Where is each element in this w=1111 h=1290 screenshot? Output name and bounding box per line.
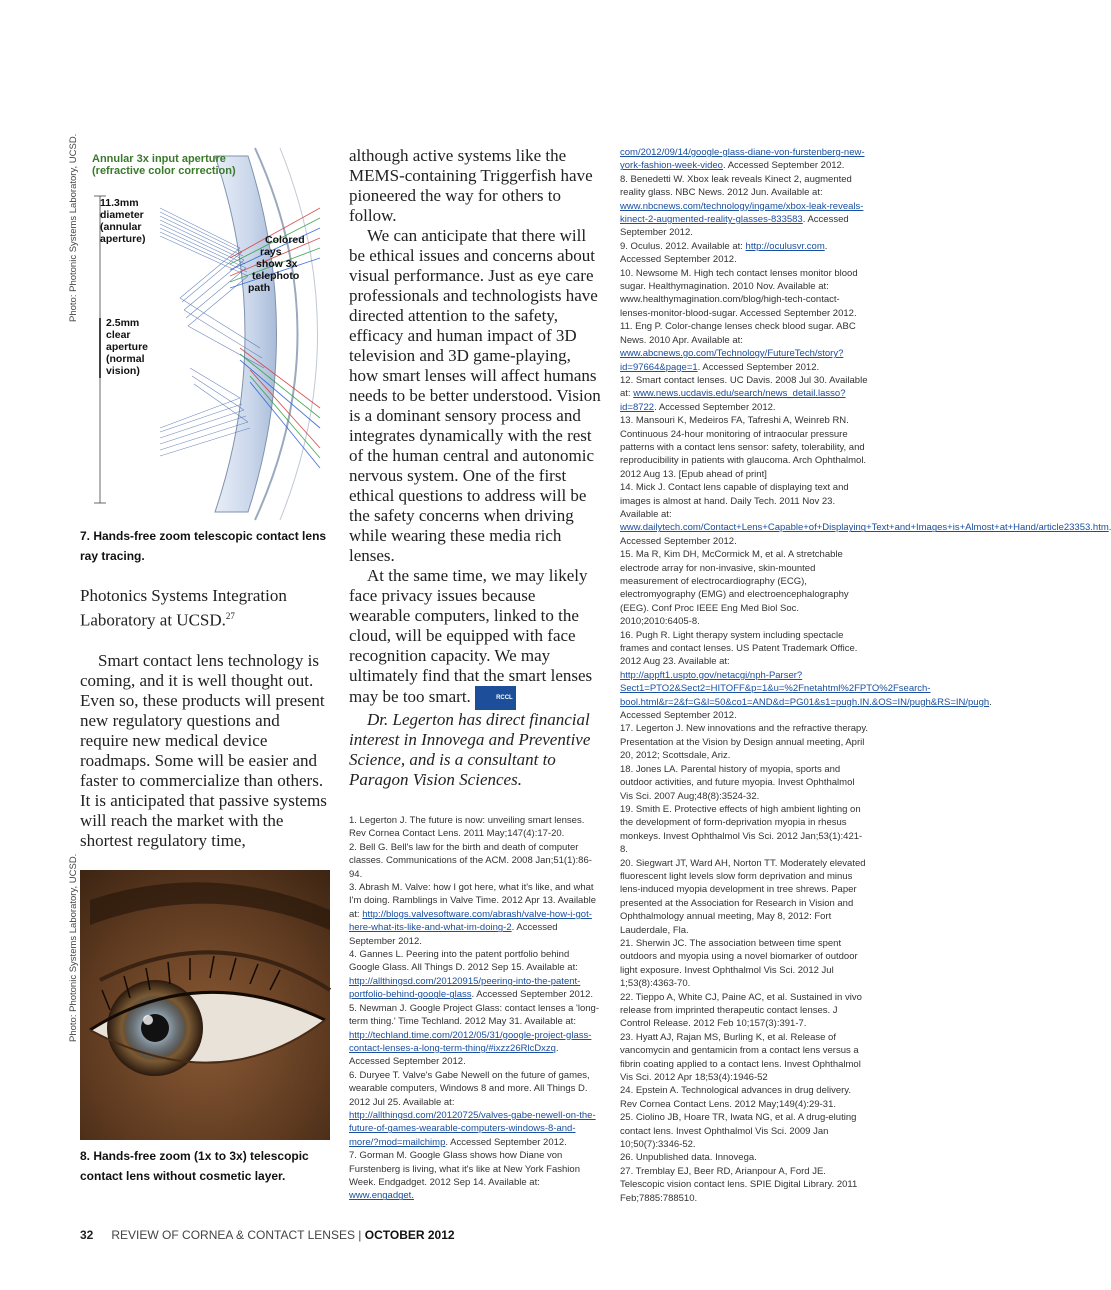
- column1-paragraph1: Photonics Systems Integration Laboratory at UCSD.$^{27}$: [80, 586, 287, 630]
- figure7-caption: 7. Hands-free zoom telescopic contact lens ray tracing.: [80, 529, 327, 563]
- figure7-ray-tracing-diagram: [80, 148, 330, 520]
- figure7-rays-label-2: rays: [260, 246, 282, 258]
- reference-item: 9. Oculus. 2012. Available at: http://oculusvr.com. Accessed September 2012.: [620, 240, 828, 266]
- figure7-clear-label-1: 2.5mm: [106, 317, 140, 329]
- references-column2: [349, 814, 601, 1203]
- figure7-title-line1: Annular 3x input aperture: [92, 153, 226, 165]
- column2-paragraph1: although active systems like the MEMS-containing Triggerfish have pioneered the way for others to follow.: [349, 146, 593, 225]
- publication-name: REVIEW OF CORNEA & CONTACT LENSES |: [111, 1228, 365, 1242]
- reference-link[interactable]: http://appft1.uspto.gov/netacgi/nph-Parser?Sect1=PTO2&Sect2=HITOFF&p=1&u=%2Fnetahtml%2FPTO%2Fsearch-bool.html&r=2&f=G&l=50&co1=AND&d=PG01&s1=pugh.IN.&OS=IN/pugh&RS=IN/pugh: [620, 669, 990, 708]
- reference-item: 18. Jones LA. Parental history of myopia, sports and outdoor activities, and future myopia. Invest Ophthalmol Vis Sci. 2007 Aug;48(8):3524-32.: [620, 763, 855, 802]
- page-footer: [80, 1228, 455, 1242]
- reference-item: 16. Pugh R. Light therapy system including spectacle frames and contact lenses. US Patent Trademark Office. 2012 Aug 23. Available at: http://appft1.uspto.gov/netacgi/nph-Parser?Sect1=PTO2&Sect2=HITOFF&p=1&u=%2Fnetahtml%2FPTO%2Fsearch-bool.html&r=2&f=G&l=50&co1=AND&d=PG01&s1=pugh.IN.&OS=IN/pugh&RS=IN/pugh. Accessed September 2012.: [620, 629, 992, 722]
- reference-link[interactable]: http://blogs.valvesoftware.com/abrash/valve-how-i-got-here-what-its-like-and-what-im-doing-2: [349, 908, 592, 934]
- reference-link[interactable]: http://oculusvr.com: [745, 240, 825, 252]
- figure7-clear-label-5: vision): [106, 365, 140, 377]
- reference-item: 19. Smith E. Protective effects of high ambient lighting on the development of form-deprivation myopia in rhesus monkeys. Invest Ophthalmol Vis Sci. 2012 Jan;53(1):421-8.: [620, 803, 863, 856]
- reference-item: 27. Tremblay EJ, Beer RD, Arianpour A, Ford JE. Telescopic vision contact lens. SPIE Digital Library. 2011 Feb;7885:788510.: [620, 1165, 858, 1204]
- figure8-caption: 8. Hands-free zoom (1x to 3x) telescopic contact lens without cosmetic layer.: [80, 1149, 309, 1183]
- references-column3: [620, 146, 1109, 1205]
- reference-item: 3. Abrash M. Valve: how I got here, what it's like, and what I'm doing. Ramblings in Valve Time. 2012 Apr 13. Available at: http://blogs.valvesoftware.com/abrash/valve-how-i-got-here-what-its-like-and-what-im-doing-2. Accessed September 2012.: [349, 882, 597, 947]
- reference-item: 23. Hyatt AJ, Rajan MS, Burling K, et al. Release of vancomycin and gentamicin from a contact lens versus a fibrin coating applied to a contact lens. Invest Ophthalmol Vis Sci. 2012 Apr 18;53(4):1946-52: [620, 1031, 861, 1084]
- reference-item: 4. Gannes L. Peering into the patent portfolio behind Google Glass. All Things D. 2012 Sep 15. Available at: http://allthingsd.com/20120915/peering-into-the-patent-portfolio-behind-google-glass. Accessed September 2012.: [349, 949, 593, 1001]
- page-number: 32: [80, 1228, 94, 1242]
- figure7-clear-label-2: clear: [106, 329, 131, 341]
- figure7-diameter-label-1: 11.3mm: [100, 197, 139, 209]
- reference-item: 8. Benedetti W. Xbox leak reveals Kinect 2, augmented reality glass. NBC News. 2012 Jun. Available at: www.nbcnews.com/technology/ingame/xbox-leak-reveals-kinect-2-augmented-reality-glasses-833583. Accessed September 2012.: [620, 173, 864, 239]
- reference-link[interactable]: www.nbcnews.com/technology/ingame/xbox-leak-reveals-kinect-2-augmented-reality-glasses-833583: [620, 200, 864, 226]
- reference-item: 5. Newman J. Google Project Glass: contact lenses a 'long-term thing.' Time Techland. 2012 May 31. Available at: http://techland.time.com/2012/05/31/google-project-glass-contact-lenses-a-long-term-thing/#ixzz26RlcDxzq. Accessed September 2012.: [349, 1002, 599, 1068]
- column2-body: [349, 146, 601, 790]
- column2-paragraph3: At the same time, we may likely face privacy issues because wearable computers, linked to the cloud, will be equipped with face recognition capacity. We may ultimately find that the smart lenses may be too smart. RCCL: [349, 566, 601, 710]
- reference-item: com/2012/09/14/google-glass-diane-von-furstenberg-new-york-fashion-week-video. Accessed September 2012.: [620, 147, 865, 172]
- reference-item: 21. Sherwin JC. The association between time spent outdoors and myopia using a novel biomarker of outdoor light exposure. Invest Ophthalmol Vis Sci. 2012 Jul 1;53(8):4363-70.: [620, 937, 858, 990]
- reference-item: 6. Duryee T. Valve's Gabe Newell on the future of games, wearable computers, Windows 8 and more. All Things D. 2012 Jul 25. Available at: http://allthingsd.com/20120725/valves-gabe-newell-on-the-future-of-games-wearable-computers-windows-8-and-more/?mod=mailchimp. Accessed September 2012.: [349, 1069, 596, 1148]
- reference-item: 13. Mansouri K, Medeiros FA, Tafreshi A, Weinreb RN. Continuous 24-hour monitoring of intraocular pressure patterns with a contact lens sensor: safety, tolerability, and reproducibility in patients with glaucoma. Arch Ophthalmol. 2012 Aug 13. [Epub ahead of print]: [620, 415, 867, 480]
- reference-item: 20. Siegwart JT, Ward AH, Norton TT. Moderately elevated fluorescent light levels slow form deprivation and minus lens-induced myopia development in tree shrews. Paper presented at the Association for Research in Vision and Ophthalmology annual meeting, May 8, 2012: Fort Lauderdale, Fla.: [620, 857, 866, 936]
- figure7-clear-label-4: (normal: [106, 353, 145, 365]
- reference-item: 25. Ciolino JB, Hoare TR, Iwata NG, et al. A drug-eluting contact lens. Invest Ophthalmol Vis Sci. 2009 Jan 10;50(7):3346-52.: [620, 1112, 857, 1151]
- figure8-photo-credit: Photo: Photonic Systems Laboratory, UCSD.: [68, 853, 79, 1042]
- rccl-badge-icon: RCCL: [475, 686, 516, 710]
- column1-body: [80, 586, 330, 851]
- reference-item: 7. Gorman M. Google Glass shows how Diane von Furstenberg is living, what it's like at New York Fashion Week. Endgadget. 2012 Sep 14. Available at: www.engadget.: [349, 1150, 580, 1202]
- column2-paragraph2: We can anticipate that there will be ethical issues and concerns about visual performance. Just as eye care professionals and technologists have directed attention to the safety, efficacy and human impact of 3D television and 3D game-playing, how smart lenses will affect humans needs to be better understood. Vision is a dominant sensory process and integrates dynamically with the rest of the human central and autonomic nervous system. One of the first ethical questions to address will be the safety concerns when driving while wearing these media rich lenses.: [349, 226, 601, 565]
- issue-date: OCTOBER 2012: [364, 1228, 455, 1242]
- figure8-eye-photo: [80, 870, 330, 1140]
- reference-link[interactable]: www.news.ucdavis.edu/search/news_detail.lasso?id=8722: [620, 388, 846, 413]
- reference-link[interactable]: www.abcnews.go.com/Technology/FutureTech/story?id=97664&page=1: [620, 348, 844, 373]
- reference-item: 22. Tieppo A, White CJ, Paine AC, et al. Sustained in vivo release from imprinted therapeutic contact lenses. J Control Release. 2012 Feb 10;157(3):391-7.: [620, 991, 862, 1030]
- reference-link[interactable]: com/2012/09/14/google-glass-diane-von-furstenberg-new-york-fashion-week-video: [620, 147, 865, 172]
- reference-item: 1. Legerton J. The future is now: unveiling smart lenses. Rev Cornea Contact Lens. 2011 May;147(4):17-20.: [349, 815, 585, 840]
- reference-item: 24. Epstein A. Technological advances in drug delivery. Rev Cornea Contact Lens. 2012 May;149(4):29-31.: [620, 1085, 851, 1110]
- reference-item: 11. Eng P. Color-change lenses check blood sugar. ABC News. 2010 Apr. Available at: www.abcnews.go.com/Technology/FutureTech/story?id=97664&page=1. Accessed September 2012.: [620, 321, 856, 373]
- reference-item: 17. Legerton J. New innovations and the refractive therapy. Presentation at the Vision by Design annual meeting, April 20, 2012; Scottsdale, Ariz.: [620, 723, 869, 762]
- reference-item: 2. Bell G. Bell's law for the birth and death of computer classes. Communications of the ACM. 2008 Jan;51(1):86-94.: [349, 841, 592, 880]
- reference-link[interactable]: http://allthingsd.com/20120725/valves-gabe-newell-on-the-future-of-games-wearable-computers-windows-8-and-more/?mod=mailchimp: [349, 1109, 596, 1148]
- reference-item: 10. Newsome M. High tech contact lenses monitor blood sugar. Healthymagination. 2010 Nov. Available at: www.healthymagination.com/blog/high-tech-contact-lenses-monitor-blood-sugar. Accessed September 2012.: [620, 267, 858, 319]
- reference-item: 12. Smart contact lenses. UC Davis. 2008 Jul 30. Available at: www.news.ucdavis.edu/search/news_detail.lasso?id=8722. Accessed September 2012.: [620, 374, 868, 413]
- reference-link[interactable]: http://allthingsd.com/20120915/peering-into-the-patent-portfolio-behind-google-glass: [349, 975, 581, 1001]
- reference-link[interactable]: www.engadget.: [349, 1190, 414, 1202]
- reference-link[interactable]: http://techland.time.com/2012/05/31/google-project-glass-contact-lenses-a-long-term-thing/#ixzz26RlcDxzq: [349, 1029, 592, 1054]
- reference-item: 14. Mick J. Contact lens capable of displaying text and images is almost at hand. Daily Tech. 2011 Nov 23. Available at: www.dailytech.com/Contact+Lens+Capable+of+Displaying+Text+and+Images+is+Almost+at+Hand/article23353.htm Accessed September 2012.: [620, 482, 1109, 547]
- column1-paragraph2: Smart contact lens technology is coming, and it is well thought out. Even so, these products will present new regulatory questions and require new medical device roadmaps. Some will be easier and faster to commercialize than others. It is anticipated that passive systems will reach the market with the shortest regulatory time,: [80, 650, 327, 850]
- figure7-diameter-label-3: (annular: [100, 221, 142, 233]
- disclosure-statement: Dr. Legerton has direct financial interest in Innovega and Preventive Science, and is a consultant to Paragon Vision Sciences.: [349, 710, 591, 789]
- figure7-rays-label-4: telephoto: [252, 270, 300, 282]
- figure7-clear-label-3: aperture: [106, 341, 149, 353]
- figure7-rays-label-3: show 3x: [256, 258, 298, 270]
- figure7-title-line2: (refractive color correction): [92, 165, 236, 177]
- figure7-diameter-label-2: diameter: [100, 209, 144, 221]
- figure7-diameter-label-4: aperture): [100, 233, 146, 245]
- reference-link[interactable]: www.dailytech.com/Contact+Lens+Capable+of+Displaying+Text+and+Images+is+Almost+at+Hand/article23353.htm: [620, 522, 1109, 534]
- reference-item: 15. Ma R, Kim DH, McCormick M, et al. A stretchable electrode array for non-invasive, skin-mounted measurement of electrocardiography (ECG), electromyography (EMG) and electroencephalography (EEG). Conf Proc IEEE Eng Med Biol Soc. 2010;2010:6405-8.: [620, 549, 849, 628]
- reference-item: 26. Unpublished data. Innovega.: [620, 1152, 757, 1164]
- figure7-rays-label-5: path: [248, 282, 271, 294]
- figure7-rays-label-1: Colored: [265, 234, 305, 246]
- figure7-photo-credit: Photo: Photonic Systems Laboratory, UCSD.: [68, 133, 79, 322]
